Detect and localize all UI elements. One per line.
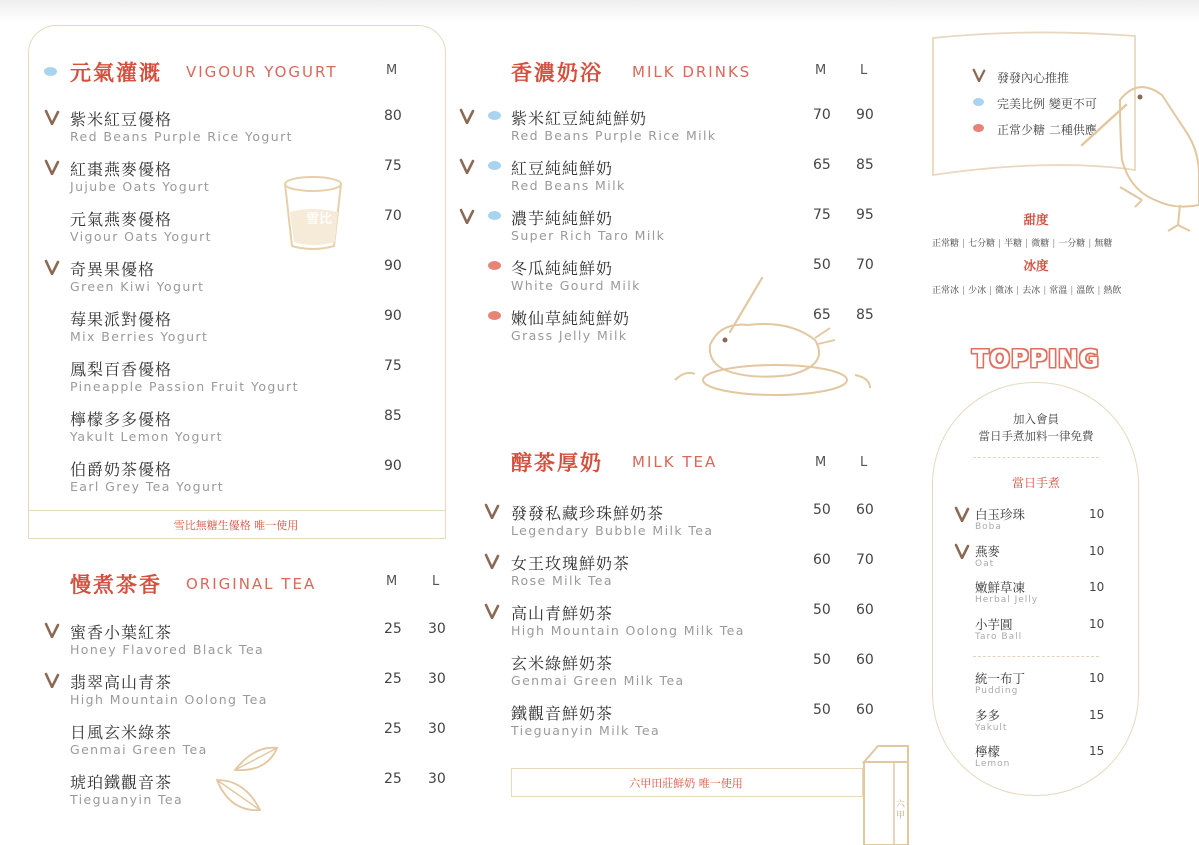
ratio-dot — [488, 161, 501, 170]
topping-panel — [932, 382, 1139, 796]
option-separator: | — [1025, 239, 1029, 249]
item-name-en: Jujube Oats Yogurt — [70, 179, 211, 194]
topping-divider-2 — [973, 656, 1099, 657]
sweetness-title: 甜度 — [1023, 212, 1049, 227]
price-l: 60 — [856, 502, 874, 518]
topping-name: 燕麥 — [975, 543, 1001, 559]
topping-section: 當日手煮 — [1011, 476, 1060, 490]
price-l: 60 — [856, 652, 874, 668]
topping-name: 檸檬 — [975, 744, 1001, 759]
option-item: 微冰 — [995, 286, 1014, 296]
option-separator: | — [1016, 286, 1020, 296]
topping-name: 白玉珍珠 — [975, 507, 1026, 522]
sugar-dot — [488, 261, 501, 270]
ratio-dot — [488, 211, 501, 220]
item-name: 琥珀鐵觀音茶 — [70, 773, 173, 792]
option-separator: | — [1052, 239, 1056, 249]
item-name: 玄米綠鮮奶茶 — [511, 654, 614, 673]
recommend-mark-icon — [44, 672, 60, 688]
recommend-mark-icon — [44, 622, 60, 638]
legend-ratio: 完美比例 變更不可 — [997, 97, 1097, 111]
price-m: 25 — [384, 721, 402, 737]
item-name-en: Genmai Green Milk Tea — [511, 673, 685, 688]
item-name: 奇異果優格 — [70, 260, 156, 279]
price-m: 50 — [813, 702, 831, 718]
price-m: 50 — [813, 502, 831, 518]
price-m: 70 — [384, 208, 402, 224]
topping-name: 統一布丁 — [975, 671, 1026, 686]
topping-divider-1 — [973, 457, 1099, 458]
price-m: 25 — [384, 671, 402, 687]
option-item: 七分糖 — [968, 239, 996, 249]
vigour-title: 元氣灌溉 — [70, 61, 162, 85]
recommend-mark-icon — [44, 259, 60, 275]
item-name: 翡翠高山青茶 — [70, 673, 173, 692]
option-item: 無糖 — [1094, 239, 1113, 249]
milktea-title: 醇茶厚奶 — [511, 451, 603, 475]
item-name: 嫩仙草純純鮮奶 — [511, 309, 631, 328]
item-name: 鳳梨百香優格 — [70, 360, 173, 379]
milk-title: 香濃奶浴 — [511, 61, 603, 85]
topping-name: 小芋圓 — [975, 616, 1013, 632]
price-l: 30 — [428, 621, 446, 637]
recommend-mark-icon — [484, 503, 500, 519]
price-m: 75 — [813, 207, 831, 223]
item-name: 莓果派對優格 — [70, 310, 173, 329]
item-name: 紫米紅豆純純鮮奶 — [511, 109, 648, 128]
kiwi-standing-illustration — [1080, 75, 1199, 235]
topping-name-en: Herbal Jelly — [975, 595, 1039, 605]
option-separator: | — [962, 286, 966, 296]
ratio-dot — [488, 111, 501, 120]
recommend-mark-icon — [972, 68, 986, 82]
cup-label: 雪比 — [306, 212, 333, 227]
item-name-en: Red Beans Purple Rice Milk — [511, 128, 717, 143]
price-l: 30 — [428, 721, 446, 737]
original-title: 慢煮茶香 — [70, 573, 162, 597]
item-name: 發發私藏珍珠鮮奶茶 — [511, 504, 665, 523]
topping-price: 15 — [1089, 707, 1105, 722]
item-name-en: High Mountain Oolong Tea — [70, 692, 268, 707]
item-name: 鐵觀音鮮奶茶 — [511, 704, 614, 723]
option-item: 熱飲 — [1103, 286, 1122, 296]
price-l: 85 — [856, 157, 874, 173]
topping-price: 10 — [1089, 507, 1105, 521]
recommend-mark-icon — [484, 553, 500, 569]
option-item: 正常糖 — [932, 239, 960, 249]
topping-name-en: Boba — [975, 522, 1002, 532]
carton-label: 六甲 — [896, 800, 906, 821]
sweetness-options — [932, 231, 1112, 250]
recommend-mark-icon — [44, 159, 60, 175]
option-item: 半糖 — [1004, 239, 1023, 249]
option-separator: | — [962, 239, 966, 249]
option-separator: | — [989, 286, 993, 296]
price-m: 90 — [384, 258, 402, 274]
price-m: 70 — [813, 107, 831, 123]
option-item: 微糖 — [1031, 239, 1050, 249]
milktea-size-m: M — [815, 455, 827, 470]
topping-price: 10 — [1089, 616, 1105, 631]
option-item: 溫飲 — [1076, 286, 1095, 296]
price-m: 75 — [384, 158, 402, 174]
legend-red-dot — [973, 124, 984, 132]
item-name-en: High Mountain Oolong Milk Tea — [511, 623, 745, 638]
legend-recommend: 發發內心推推 — [997, 71, 1070, 85]
topping-name-en: Oat — [975, 558, 995, 569]
option-separator: | — [1097, 286, 1101, 296]
topping-price: 10 — [1089, 671, 1105, 685]
item-name: 紅棗燕麥優格 — [70, 160, 173, 179]
price-m: 75 — [384, 358, 402, 374]
item-name-en: Green Kiwi Yogurt — [70, 279, 205, 294]
option-item: 常溫 — [1049, 286, 1068, 296]
item-name-en: Yakult Lemon Yogurt — [70, 429, 223, 444]
item-name: 元氣燕麥優格 — [70, 210, 173, 229]
item-name: 日風玄米綠茶 — [70, 723, 173, 742]
milktea-size-l: L — [860, 455, 868, 470]
milk-carton-illustration — [858, 742, 918, 845]
legend-blue-dot — [973, 98, 984, 106]
topping-title: TOPPING — [972, 345, 1100, 373]
sugar-dot — [488, 311, 501, 320]
milk-title-en: MILK DRINKS — [632, 63, 752, 81]
option-item: 一分糖 — [1058, 239, 1086, 249]
price-l: 30 — [428, 771, 446, 787]
recommend-mark-icon — [459, 108, 475, 124]
price-m: 80 — [384, 108, 402, 124]
topping-promo-1: 加入會員 — [1013, 412, 1059, 426]
item-name-en: Tieguanyin Milk Tea — [511, 723, 661, 738]
option-separator: | — [1088, 239, 1092, 249]
recommend-mark-icon — [44, 109, 60, 125]
price-l: 30 — [428, 671, 446, 687]
item-name-en: Legendary Bubble Milk Tea — [511, 523, 714, 538]
item-name: 紅豆純純鮮奶 — [511, 159, 614, 178]
recommend-mark-icon — [954, 543, 970, 559]
milk-size-l: L — [860, 63, 868, 78]
item-name: 伯爵奶茶優格 — [70, 460, 173, 479]
item-name: 女王玫瑰鮮奶茶 — [511, 554, 631, 573]
item-name-en: Super Rich Taro Milk — [511, 228, 666, 243]
item-name-en: Mix Berries Yogurt — [70, 329, 209, 344]
item-name-en: Red Beans Milk — [511, 178, 626, 193]
item-name: 蜜香小葉紅茶 — [70, 623, 173, 642]
item-name-en: Earl Grey Tea Yogurt — [70, 479, 225, 494]
recommend-mark-icon — [459, 208, 475, 224]
price-l: 60 — [856, 602, 874, 618]
option-item: 去冰 — [1022, 286, 1041, 296]
price-m: 90 — [384, 458, 402, 474]
legend-sugar: 正常少糖 二種供應 — [997, 123, 1097, 137]
price-l: 85 — [856, 307, 874, 323]
item-name-en: Genmai Green Tea — [70, 742, 208, 757]
price-m: 60 — [813, 552, 831, 568]
ratio-dot — [44, 67, 57, 76]
milktea-note: 六甲田莊鮮奶 唯一使用 — [629, 777, 743, 790]
option-separator: | — [1070, 286, 1074, 296]
topping-price: 15 — [1089, 744, 1105, 758]
item-name-en: Tieguanyin Tea — [70, 792, 184, 807]
price-m: 85 — [384, 408, 402, 424]
price-m: 50 — [813, 257, 831, 273]
topping-name-en: Lemon — [975, 759, 1011, 769]
topping-promo-2: 當日手煮加料一律免費 — [978, 429, 1094, 443]
price-m: 25 — [384, 621, 402, 637]
vigour-note: 雪比無糖生優格 唯一使用 — [173, 519, 299, 532]
price-m: 50 — [813, 602, 831, 618]
price-l: 90 — [856, 107, 874, 123]
option-item: 正常冰 — [932, 286, 960, 296]
price-m: 50 — [813, 652, 831, 668]
price-m: 90 — [384, 308, 402, 324]
price-l: 70 — [856, 552, 874, 568]
item-name: 冬瓜純純鮮奶 — [511, 259, 614, 278]
item-name-en: Grass Jelly Milk — [511, 328, 628, 343]
price-m: 65 — [813, 157, 831, 173]
kiwi-bath-illustration — [670, 270, 880, 410]
option-item: 少冰 — [968, 286, 987, 296]
vigour-title-en: VIGOUR YOGURT — [186, 63, 338, 81]
original-title-en: ORIGINAL TEA — [186, 575, 317, 593]
option-separator: | — [1043, 286, 1047, 296]
milktea-title-en: MILK TEA — [632, 453, 718, 471]
item-name-en: Honey Flavored Black Tea — [70, 642, 265, 657]
item-name-en: Red Beans Purple Rice Yogurt — [70, 129, 293, 144]
topping-price: 10 — [1089, 580, 1105, 594]
topping-name-en: Yakult — [975, 722, 1008, 733]
ice-options — [932, 278, 1121, 297]
price-l: 60 — [856, 702, 874, 718]
item-name-en: Vigour Oats Yogurt — [70, 229, 212, 244]
topping-name-en: Pudding — [975, 686, 1019, 696]
item-name: 紫米紅豆優格 — [70, 110, 173, 129]
price-m: 25 — [384, 771, 402, 787]
item-name: 檸檬多多優格 — [70, 410, 173, 429]
item-name-en: White Gourd Milk — [511, 278, 641, 293]
item-name: 濃芋純純鮮奶 — [511, 209, 614, 228]
original-size-l: L — [432, 574, 440, 589]
item-name-en: Pineapple Passion Fruit Yogurt — [70, 379, 299, 394]
recommend-mark-icon — [954, 506, 970, 522]
item-name-en: Rose Milk Tea — [511, 573, 613, 588]
original-size-m: M — [386, 574, 398, 589]
price-l: 70 — [856, 257, 874, 273]
option-separator: | — [998, 239, 1002, 249]
milk-size-m: M — [815, 63, 827, 78]
topping-name-en: Taro Ball — [975, 631, 1023, 642]
ice-title: 冰度 — [1023, 258, 1049, 273]
recommend-mark-icon — [459, 158, 475, 174]
vigour-size-m: M — [386, 63, 398, 78]
price-l: 95 — [856, 207, 874, 223]
leaf-illustration — [205, 740, 290, 820]
topping-name: 多多 — [975, 707, 1001, 723]
item-name: 高山青鮮奶茶 — [511, 604, 614, 623]
topping-price: 10 — [1089, 543, 1105, 558]
topping-name: 嫩鮮草凍 — [975, 580, 1026, 595]
recommend-mark-icon — [484, 603, 500, 619]
price-m: 65 — [813, 307, 831, 323]
